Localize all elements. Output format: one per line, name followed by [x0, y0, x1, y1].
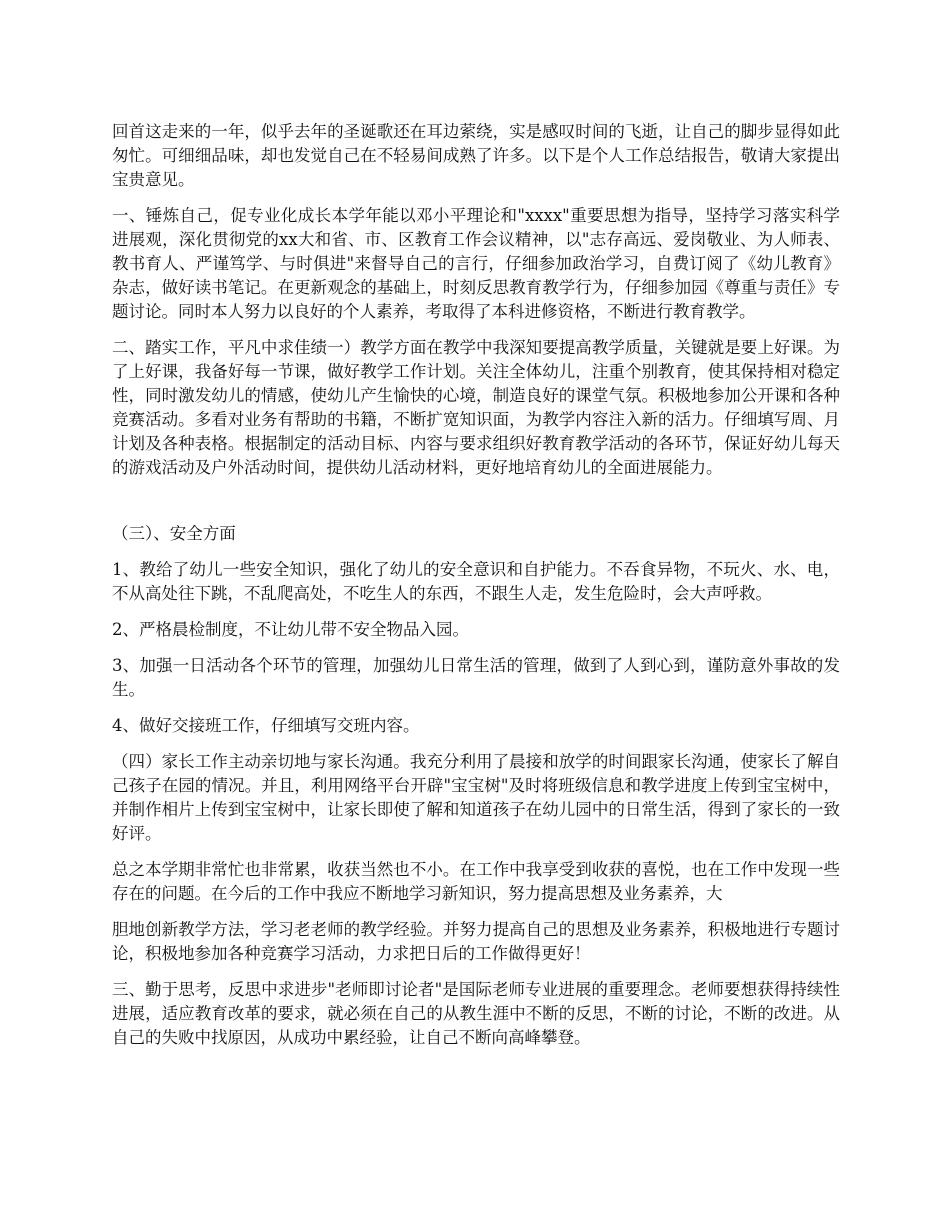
paragraph-intro: 回首这走来的一年，似乎去年的圣诞歌还在耳边萦绕，实是感叹时间的飞逝，让自己的脚步显得如此匆忙。可细细品味，却也发觉自己在不轻易间成熟了许多。以下是个人工作总结报告，敬请大家提出宝贵意见。 [112, 122, 840, 189]
heading-safety: （三）、安全方面 [112, 524, 236, 543]
paragraph-section-three: 三、勤于思考，反思中求进步"老师即讨论者"是国际老师专业进展的重要理念。老师要想获得持续性进展，适应教育改革的要求，就必须在自己的从教生涯中不断的反思，不断的讨论，不断的改进。从自己的失败中找原因，从成功中累经验，让自己不断向高峰攀登。 [112, 980, 840, 1047]
paragraph-safety-4: 4、做好交接班工作，仔细填写交班内容。 [112, 716, 420, 735]
paragraph-summary-continued: 胆地创新教学方法，学习老老师的教学经验。并努力提高自己的思想及业务素养，积极地进行专题讨论，积极地参加各种竞赛学习活动，力求把日后的工作做得更好！ [112, 920, 840, 963]
paragraph-safety-2: 2、严格晨检制度，不让幼儿带不安全物品入园。 [112, 620, 469, 639]
paragraph-section-one: 一、锤炼自己，促专业化成长本学年能以邓小平理论和"xxxx"重要思想为指导，坚持学习落实科学进展观，深化贯彻党的xx大和省、市、区教育工作会议精神，以"志存高远、爱岗敬业、为人师表、教书育人、严谨笃学、与时俱进"来督导自己的言行，仔细参加政治学习，自费订阅了《幼儿教育》杂志，做好读书笔记。在更新观念的基础上，时刻反思教育教学行为，仔细参加园《尊重与责任》专题讨论。同时本人努力以良好的个人素养，考取得了本科进修资格，不断进行教育教学。 [112, 206, 840, 321]
paragraph-safety-3: 3、加强一日活动各个环节的管理，加强幼儿日常生活的管理，做到了人到心到，谨防意外事故的发生。 [112, 656, 840, 699]
paragraph-summary: 总之本学期非常忙也非常累，收获当然也不小。在工作中我享受到收获的喜悦，也在工作中发现一些存在的问题。在今后的工作中我应不断地学习新知识，努力提高思想及业务素养，大 [112, 860, 840, 903]
paragraph-parents: （四）家长工作主动亲切地与家长沟通。我充分利用了晨接和放学的时间跟家长沟通，使家长了解自己孩子在园的情况。并且，利用网络平台开辟"宝宝树"及时将班级信息和教学进度上传到宝宝树中，并制作相片上传到宝宝树中，让家长即使了解和知道孩子在幼儿园中的日常生活，得到了家长的一致好评。 [112, 752, 840, 843]
paragraph-safety-1: 1、教给了幼儿一些安全知识，强化了幼儿的安全意识和自护能力。不吞食异物，不玩火、水、电，不从高处往下跳，不乱爬高处，不吃生人的东西，不跟生人走，发生危险时，会大声呼救。 [112, 560, 840, 603]
document-body [112, 120, 840, 1062]
paragraph-section-two: 二、踏实工作，平凡中求佳绩一）教学方面在教学中我深知要提高教学质量，关键就是要上好课。为了上好课，我备好每一节课，做好教学工作计划。关注全体幼儿，注重个别教育，使其保持相对稳定性，同时激发幼儿的情感，使幼儿产生愉快的心境，制造良好的课堂气氛。积极地参加公开课和各种竞赛活动。多看对业务有帮助的书籍，不断扩宽知识面，为教学内容注入新的活力。仔细填写周、月计划及各种表格。根据制定的活动目标、内容与要求组织好教育教学活动的各环节，保证好幼儿每天的游戏活动及户外活动时间，提供幼儿活动材料，更好地培育幼儿的全面进展能力。 [112, 338, 840, 477]
